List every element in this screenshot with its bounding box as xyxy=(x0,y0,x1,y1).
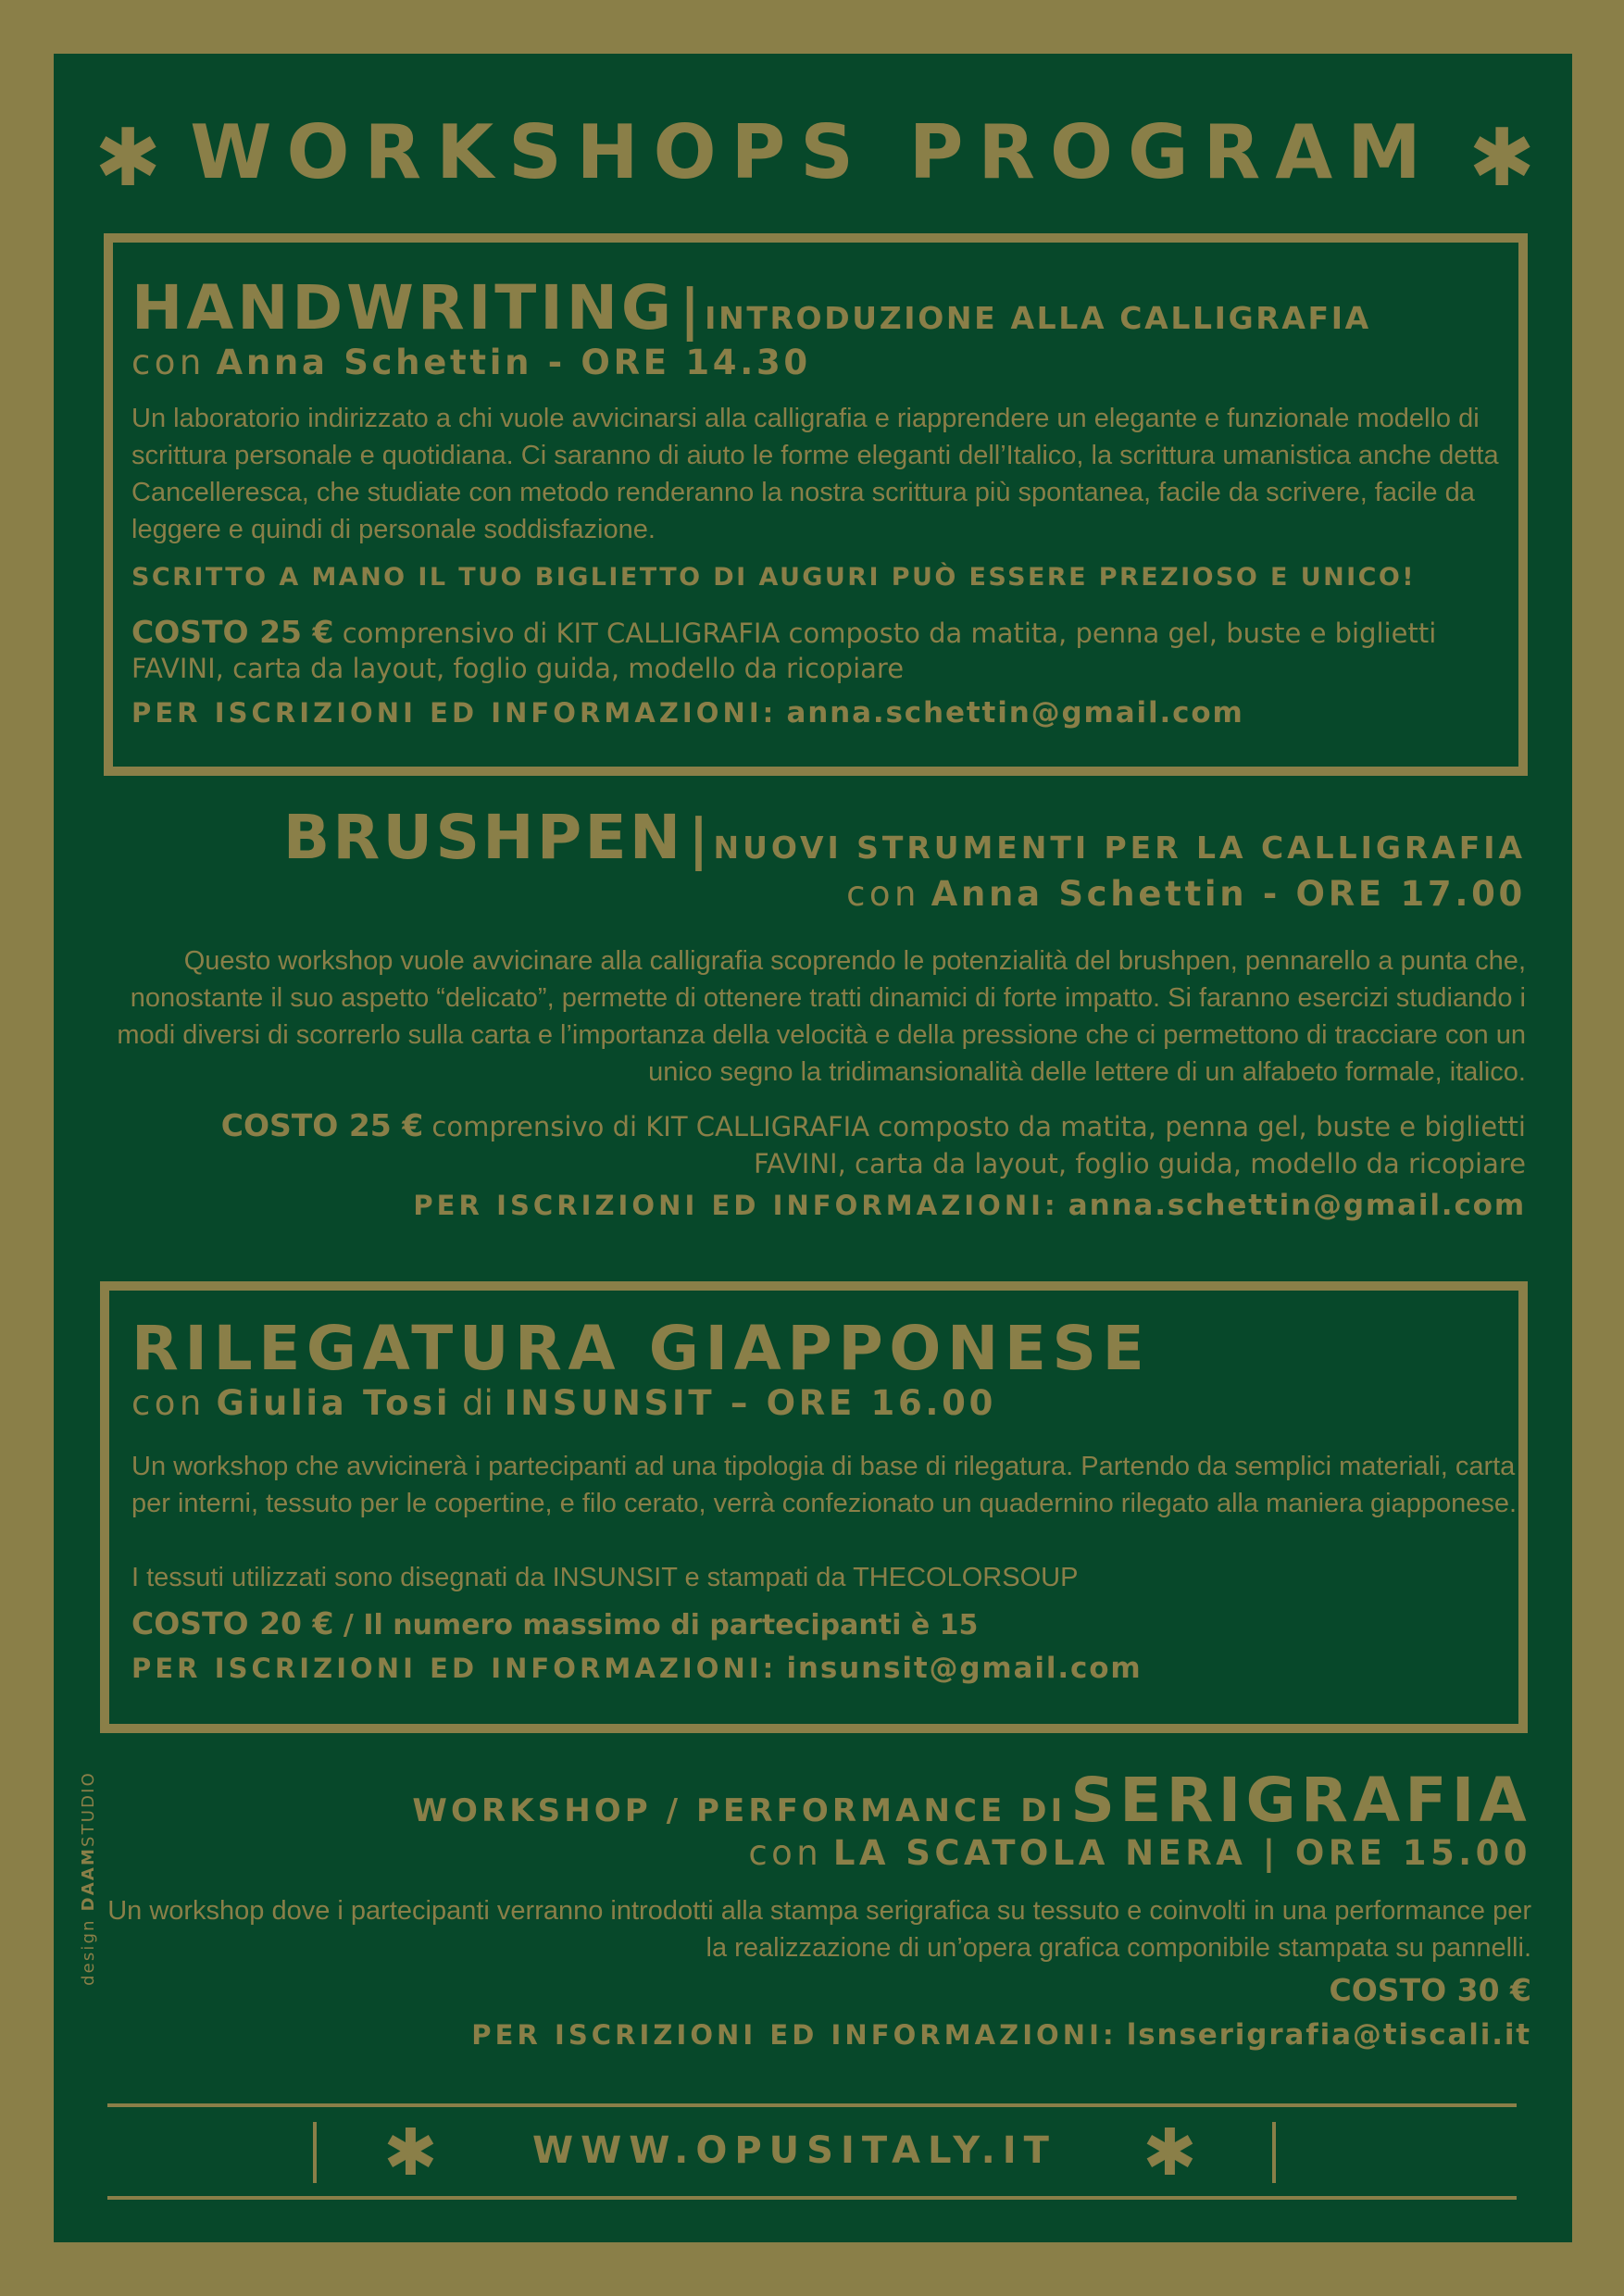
brushpen-heading xyxy=(91,802,1526,873)
rilegatura-con: con xyxy=(131,1383,206,1423)
footer-bar-left xyxy=(313,2122,317,2183)
handwriting-cost-detail: comprensivo di KIT CALLIGRAFIA composto da matita, penna gel, buste e biglietti FAVINI, carta da layout, foglio guida, modello da ricopiare xyxy=(131,618,1437,684)
serigrafia-info-email[interactable]: lsnserigrafia@tiscali.it xyxy=(1126,2018,1531,2052)
footer-rule-bottom xyxy=(107,2196,1517,2200)
rilegatura-org: INSUNSIT – ORE 16.00 xyxy=(504,1383,997,1423)
footer-star-right: ✱ xyxy=(1143,2115,1197,2190)
handwriting-description: Un laboratorio indirizzato a chi vuole avvicinarsi alla calligrafia e riapprendere un elegante e funzionale modello di scrittura personale e quotidiana. Ci saranno di aiuto le forme eleganti dell’Italico, la scrittura umanistica anche detta Cancelleresca, che studiate con metodo renderanno la nostra scrittura più spontanea, facile da scrivere, facile da leggere e quindi di personale soddisfazione. xyxy=(131,404,1499,544)
rilegatura-info-email[interactable]: insunsit@gmail.com xyxy=(786,1652,1143,1685)
brushpen-teacher: Anna Schettin - ORE 17.00 xyxy=(931,874,1526,914)
serigrafia-con: con xyxy=(748,1833,823,1873)
brushpen-teacher-line xyxy=(91,874,1526,914)
rilegatura-cost xyxy=(131,1605,978,1641)
brushpen-info-label: PER ISCRIZIONI ED INFORMAZIONI: xyxy=(413,1190,1059,1221)
serigrafia-pre: WORKSHOP / PERFORMANCE DI xyxy=(412,1792,1067,1829)
serigrafia-description: Un workshop dove i partecipanti verranno introdotti alla stampa serigrafica su tessuto e coinvolti in una performance per la realizzazione di un’opera grafica componibile stampata su pannelli. xyxy=(107,1896,1531,1963)
footer-url[interactable]: WWW.OPUSITALY.IT xyxy=(532,2129,1056,2172)
rilegatura-info-label: PER ISCRIZIONI ED INFORMAZIONI: xyxy=(131,1653,778,1684)
brushpen-cost-label: COSTO 25 € xyxy=(220,1107,424,1143)
rilegatura-title: RILEGATURA GIAPPONESE xyxy=(131,1313,1151,1384)
serigrafia-title: SERIGRAFIA xyxy=(1070,1765,1531,1836)
handwriting-info-label: PER ISCRIZIONI ED INFORMAZIONI: xyxy=(131,697,778,729)
handwriting-cost-label: COSTO 25 € xyxy=(131,614,334,650)
serigrafia-info xyxy=(91,2018,1531,2052)
brushpen-cost-detail: comprensivo di KIT CALLIGRAFIA composto da matita, penna gel, buste e biglietti FAVINI, carta da layout, foglio guida, modello da ricopiare xyxy=(431,1111,1526,1179)
serigrafia-cost-label: COSTO 30 € xyxy=(1329,1972,1531,2008)
header-star-left: ✱ xyxy=(94,112,162,205)
footer-star-left: ✱ xyxy=(383,2115,438,2190)
design-credit-studio: STUDIO xyxy=(79,1771,98,1847)
rilegatura-description: Un workshop che avvicinerà i partecipanti ad una tipologia di base di rilegatura. Partendo da semplici materiali, carta per interni, tessuto per le copertine, e filo cerato, verrà confezionato un quadernino rilegato alla maniera giapponese. xyxy=(131,1452,1518,1518)
header-star-right: ✱ xyxy=(1468,112,1536,205)
brushpen-info-email[interactable]: anna.schettin@gmail.com xyxy=(1068,1189,1526,1222)
brushpen-sep: | xyxy=(688,807,709,872)
brushpen-con: con xyxy=(846,874,920,914)
footer-rule-top xyxy=(107,2103,1517,2107)
page-title: WORKSHOPS PROGRAM xyxy=(190,109,1436,195)
handwriting-sep: | xyxy=(680,278,701,343)
brushpen-description: Questo workshop vuole avvicinare alla calligrafia scoprendo le potenzialità del brushpen, pennarello a punta che, nonostante il suo aspetto “delicato”, permette di ottenere tratti dinamici di forte impatto. Si faranno esercizi studiando i modi diversi di scorrerlo sulla carta e l’importanza della velocità e della pressione che ci permettono di tracciare con un unico segno la tridimansionalità delle lettere di un alfabeto formale, italico. xyxy=(117,946,1526,1087)
handwriting-con: con xyxy=(131,343,206,382)
rilegatura-info xyxy=(131,1652,1143,1685)
brushpen-subtitle: NUOVI STRUMENTI PER LA CALLIGRAFIA xyxy=(713,830,1526,866)
handwriting-heading xyxy=(131,272,1371,343)
brushpen-info xyxy=(91,1189,1526,1222)
design-credit xyxy=(79,1758,99,1999)
serigrafia-heading xyxy=(91,1765,1531,1836)
design-credit-prefix: design xyxy=(79,1918,98,1986)
brushpen-cost xyxy=(183,1107,1526,1182)
handwriting-tagline: SCRITTO A MANO IL TUO BIGLIETTO DI AUGURI PUÒ ESSERE PREZIOSO E UNICO! xyxy=(131,563,1416,592)
brushpen-title: BRUSHPEN xyxy=(282,802,684,873)
rilegatura-cost-note: / Il numero massimo di partecipanti è 15 xyxy=(343,1609,979,1641)
handwriting-info xyxy=(131,696,1244,730)
rilegatura-description2: I tessuti utilizzati sono disegnati da INSUNSIT e stampati da THECOLORSOUP xyxy=(131,1563,1079,1592)
rilegatura-di: di xyxy=(462,1383,493,1423)
rilegatura-teacher-line xyxy=(131,1383,996,1423)
rilegatura-teacher: Giulia Tosi xyxy=(216,1383,452,1423)
serigrafia-teacher-line xyxy=(91,1833,1531,1873)
serigrafia-info-label: PER ISCRIZIONI ED INFORMAZIONI: xyxy=(471,2019,1118,2051)
serigrafia-teacher: LA SCATOLA NERA | ORE 15.00 xyxy=(832,1833,1531,1873)
poster xyxy=(54,54,1572,2242)
design-credit-studio-bold: DAAM xyxy=(79,1846,98,1912)
rilegatura-cost-label: COSTO 20 € xyxy=(131,1605,334,1641)
footer-bar-right xyxy=(1272,2122,1276,2183)
handwriting-subtitle: INTRODUZIONE ALLA CALLIGRAFIA xyxy=(705,300,1371,336)
handwriting-teacher: Anna Schettin - ORE 14.30 xyxy=(216,343,811,382)
handwriting-teacher-line xyxy=(131,343,811,382)
handwriting-title: HANDWRITING xyxy=(131,272,676,343)
handwriting-info-email[interactable]: anna.schettin@gmail.com xyxy=(786,696,1244,730)
handwriting-cost xyxy=(131,615,1520,686)
